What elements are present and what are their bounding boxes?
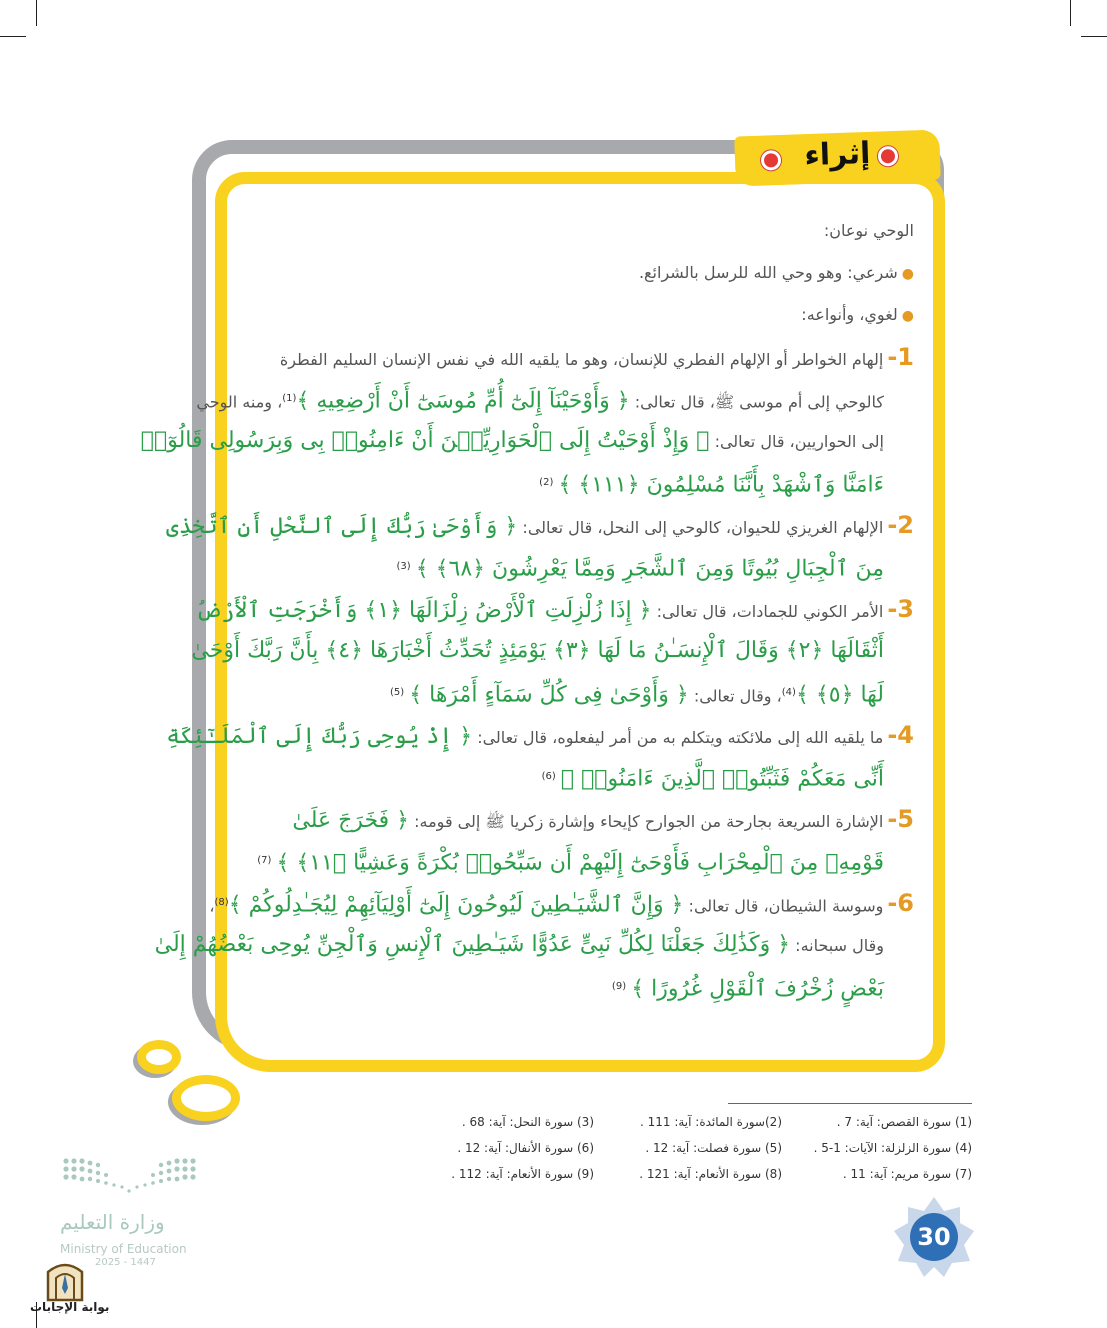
item-2-line-2: مِنَ ٱلْجِبَالِ بُيُوتًا وَمِنَ ٱلشَّجَرِ وَمِمَّا يَعْرِشُونَ ﴿٦٨﴾ ﴾ $^{(3)}$ — [396, 556, 884, 582]
footnote-4: (4) سورة الزلزلة: الآيات: 1-5 . — [813, 1141, 972, 1155]
bullet-lughawi: ●لغوي، وأنواعه: — [801, 305, 914, 324]
crop-mark — [1070, 0, 1071, 26]
footnote-8: (8) سورة الأنعام: آية: 121 . — [639, 1167, 782, 1181]
item-2-line-1: 2-الإلهام الغريزي للحيوان، كالوحي إلى النحل، قال تعالى: ﴿ وَأَوْحَىٰ رَبُّكَ إِلَى ٱلنَّحْلِ أَنِ ٱتَّخِذِى — [165, 511, 914, 539]
item-1-line-1: 1-إلهام الخواطر أو الإلهام الفطري للإنسان، وهو ما يلقيه الله في نفس الإنسان السليم الفطرة — [279, 343, 914, 371]
footnote-1: (1) سورة القصص: آية: 7 . — [836, 1115, 972, 1129]
footnote-7: (7) سورة مريم: آية: 11 . — [842, 1167, 972, 1181]
watermark-logo-icon — [44, 1258, 86, 1302]
crop-mark — [1081, 36, 1107, 37]
ministry-year: 2025 - 1447 — [95, 1257, 156, 1268]
enrichment-content — [140, 210, 914, 1008]
page-number: 30 — [917, 1223, 951, 1251]
banner-title: إثراء — [803, 135, 871, 174]
item-3-line-2: أَثْقَالَهَا ﴿٢﴾ وَقَالَ ٱلْإِنسَـٰنُ مَا لَهَا ﴿٣﴾ يَوْمَئِذٍ تُحَدِّثُ أَخْبَارَهَا ﴿٤﴾ بِأَنَّ رَبَّكَ أَوْحَىٰ — [191, 638, 884, 663]
watermark-text: بوابة الإجابات — [30, 1300, 110, 1314]
footnote-2: (2)سورة المائدة: آية: 111 . — [639, 1115, 782, 1129]
decor-bubble — [137, 1040, 181, 1074]
bullet-shari: ●شرعي: وهو وحي الله للرسل بالشرائع. — [638, 263, 914, 282]
item-6-line-2: وقال سبحانه: ﴿ وَكَذَٰلِكَ جَعَلْنَا لِكُلِّ نَبِىٍّ عَدُوًّا شَيَـٰطِينَ ٱلْإِنسِ وَٱلْجِنِّ يُوحِى بَعْضُهُمْ إِلَىٰ — [154, 932, 884, 957]
ithraa-banner — [734, 129, 941, 186]
intro-line: الوحي نوعان: — [823, 221, 914, 240]
footnote-3: (3) سورة النحل: آية: 68 . — [461, 1115, 594, 1129]
item-6-line-3: بَعْضٍ زُخْرُفَ ٱلْقَوْلِ غُرُورًا ﴾ $^{(9)}$ — [611, 976, 884, 1002]
item-4-line-1: 4-ما يلقيه الله إلى ملائكته ويتكلم به من أمر ليفعلوه، قال تعالى: ﴿ إِذْ يُوحِى رَبُّكَ إِلَى ٱلْمَلَـٰٓئِكَةِ — [166, 721, 914, 749]
item-3-line-1: 3-الأمر الكوني للجمادات، قال تعالى: ﴿ إِذَا زُلْزِلَتِ ٱلْأَرْضُ زِلْزَالَهَا ﴿١﴾ وَأَخْرَجَتِ ٱلْأَرْضُ — [195, 595, 914, 623]
item-4-line-2: أَنِّى مَعَكُمْ فَثَبِّتُوا۟ ٱلَّذِينَ ءَامَنُوا۟ ﴾ $^{(6)}$ — [541, 766, 884, 792]
bullet-icon: ● — [901, 308, 914, 324]
footnote-divider — [728, 1103, 972, 1104]
footnote-9: (9) سورة الأنعام: آية: 112 . — [451, 1167, 594, 1181]
item-1-line-3: إلى الحواريين، قال تعالى: ﴿ وَإِذْ أَوْحَيْتُ إِلَى ٱلْحَوَارِيِّـۧنَ أَنْ ءَامِنُوا۟ بِى وَبِرَسُولِى قَالُوٓا۟ — [140, 428, 884, 453]
ministry-name-arabic: وزارة التعليم — [60, 1210, 165, 1234]
ministry-logo-icon — [62, 1155, 197, 1195]
footnote-6: (6) سورة الأنفال: آية: 12 . — [457, 1141, 594, 1155]
decor-bubble — [172, 1075, 240, 1121]
item-1-line-4: ءَامَنَّا وَٱشْهَدْ بِأَنَّنَا مُسْلِمُونَ ﴿١١١﴾ ﴾ $^{(2)}$ — [539, 472, 884, 498]
item-5-line-2: قَوْمِهِۦ مِنَ ٱلْمِحْرَابِ فَأَوْحَىٰٓ إِلَيْهِمْ أَن سَبِّحُوا۟ بُكْرَةً وَعَشِيًّا ﴿١١﴾ ﴾ $^{(7)}$ — [257, 850, 884, 876]
item-3-line-3: لَهَا ﴿٥﴾ ﴾$^{(4)}$، وقال تعالى: ﴿ وَأَوْحَىٰ فِى كُلِّ سَمَآءٍ أَمْرَهَا ﴾ $^{(5)}$ — [389, 682, 884, 708]
bullet-icon: ● — [901, 266, 914, 282]
ministry-name-english: Ministry of Education — [60, 1242, 187, 1256]
item-6-line-1: 6-وسوسة الشيطان، قال تعالى: ﴿ وَإِنَّ ٱلشَّيَـٰطِينَ لَيُوحُونَ إِلَىٰٓ أَوْلِيَآئِهِمْ لِيُجَـٰدِلُوكُمْ ﴾$^{(8)}$، — [209, 889, 914, 918]
crop-mark — [0, 36, 26, 37]
item-5-line-1: 5-الإشارة السريعة بجارحة من الجوارح كإيحاء وإشارة زكريا ﷺ إلى قومه: ﴿ فَخَرَجَ عَلَىٰ — [292, 805, 914, 833]
footnote-5: (5) سورة فصلت: آية: 12 . — [645, 1141, 782, 1155]
item-1-line-2: كالوحي إلى أم موسى ﷺ، قال تعالى: ﴿ وَأَوْحَيْنَآ إِلَىٰٓ أُمِّ مُوسَىٰٓ أَنْ أَرْضِعِيهِ ﴾$^{(1)}$، ومنه الوحي — [196, 388, 884, 414]
crop-mark — [36, 0, 37, 26]
